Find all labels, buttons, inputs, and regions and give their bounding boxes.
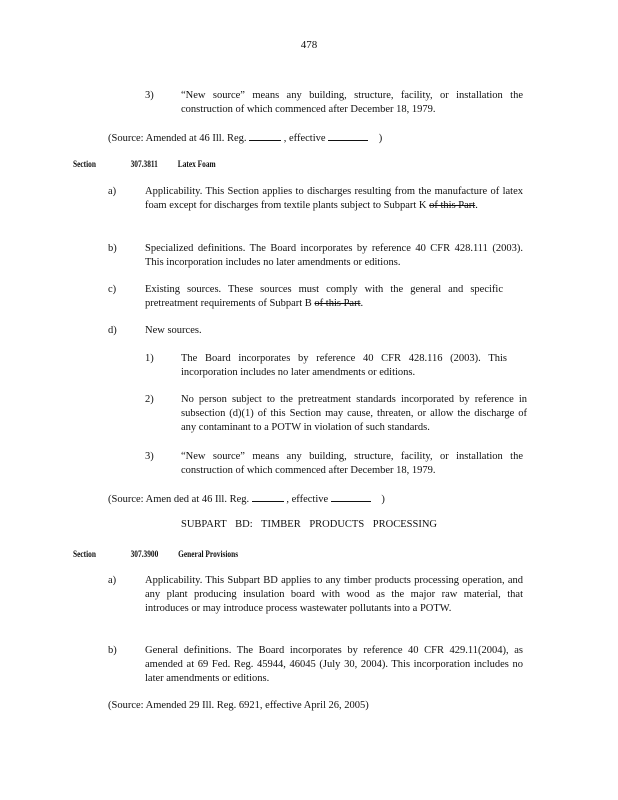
subitem-number: 3) xyxy=(145,451,154,462)
item-number: d) xyxy=(108,325,117,336)
section-label: Section xyxy=(73,549,96,559)
section-title: General Provisions xyxy=(178,549,239,559)
section-heading xyxy=(73,157,216,171)
item-text: Specialized definitions. The Board incorporates by reference 40 CFR 428.111 (2003). This incorporation includes no later amendments or editions. xyxy=(145,243,523,268)
item-number: b) xyxy=(108,645,117,656)
subitem-text: “New source” means any building, structure, facility, or installation the construction of which commenced after December 18, 1979. xyxy=(181,451,523,476)
struck-text: of this Part xyxy=(314,298,361,309)
source-note xyxy=(108,491,385,507)
struck-text: of this Part xyxy=(429,200,476,211)
subitem-text: The Board incorporates by reference 40 CFR 428.116 (2003). This incorporation includes no later amendments or editions. xyxy=(181,353,507,378)
source-note-text: , effective xyxy=(286,494,329,505)
item-number: a) xyxy=(108,186,117,197)
blank-line xyxy=(252,491,284,502)
section-title: Latex Foam xyxy=(177,159,216,169)
item-number: 3) xyxy=(145,90,154,101)
blank-line xyxy=(328,130,368,141)
item-text: New sources. xyxy=(145,325,202,336)
subpart-heading: SUBPART BD: TIMBER PRODUCTS PROCESSING xyxy=(181,519,437,530)
item-text: Applicability. This Section applies to discharges resulting from the manufacture of latex foam except for discharges from textile plants subject to Subpart K of this Part. xyxy=(145,186,523,211)
subitem-text: No person subject to the pretreatment standards incorporated by reference in subsection (d)(1) of this Section may cause, threaten, or allow the discharge of any contaminant to a POTW in violation of such standards. xyxy=(181,394,527,433)
item-number: c) xyxy=(108,284,117,295)
item-text: “New source” means any building, structure, facility, or installation the construction of which commenced after December 18, 1979. xyxy=(181,90,523,115)
source-note-text: ) xyxy=(381,494,385,505)
item-number: a) xyxy=(108,575,117,586)
item-text: Existing sources. These sources must comply with the general and specific pretreatment requirements of Subpart B of this Part. xyxy=(145,284,503,309)
page-number: 478 xyxy=(300,39,318,51)
section-number: 307.3900 xyxy=(130,549,159,559)
source-note xyxy=(108,130,382,146)
item-text: Applicability. This Subpart BD applies to any timber products processing operation, and any plant producing insulation board with wood as the major raw material, that introduces or may introduce process wastewater pollutants into a POTW. xyxy=(145,575,523,614)
item-text: General definitions. The Board incorporates by reference 40 CFR 429.11(2004), as amended at 69 Fed. Reg. 45944, 46045 (July 30, 2004). This incorporation includes no later amendments or editions. xyxy=(145,645,523,684)
subitem-number: 1) xyxy=(145,353,154,364)
section-label: Section xyxy=(73,159,96,169)
blank-line xyxy=(331,491,371,502)
source-note-text: (Source: Amended at 46 Ill. Reg. xyxy=(108,133,247,144)
source-note-text: , effective xyxy=(283,133,326,144)
source-note-text: ) xyxy=(378,133,383,144)
source-note-text: (Source: Amen ded at 46 Ill. Reg. xyxy=(108,494,250,505)
subitem-number: 2) xyxy=(145,394,154,405)
section-heading xyxy=(73,547,238,561)
section-number: 307.3811 xyxy=(130,159,158,169)
item-number: b) xyxy=(108,243,117,254)
blank-line xyxy=(249,130,281,141)
source-note: (Source: Amended 29 Ill. Reg. 6921, effective April 26, 2005) xyxy=(108,700,369,711)
